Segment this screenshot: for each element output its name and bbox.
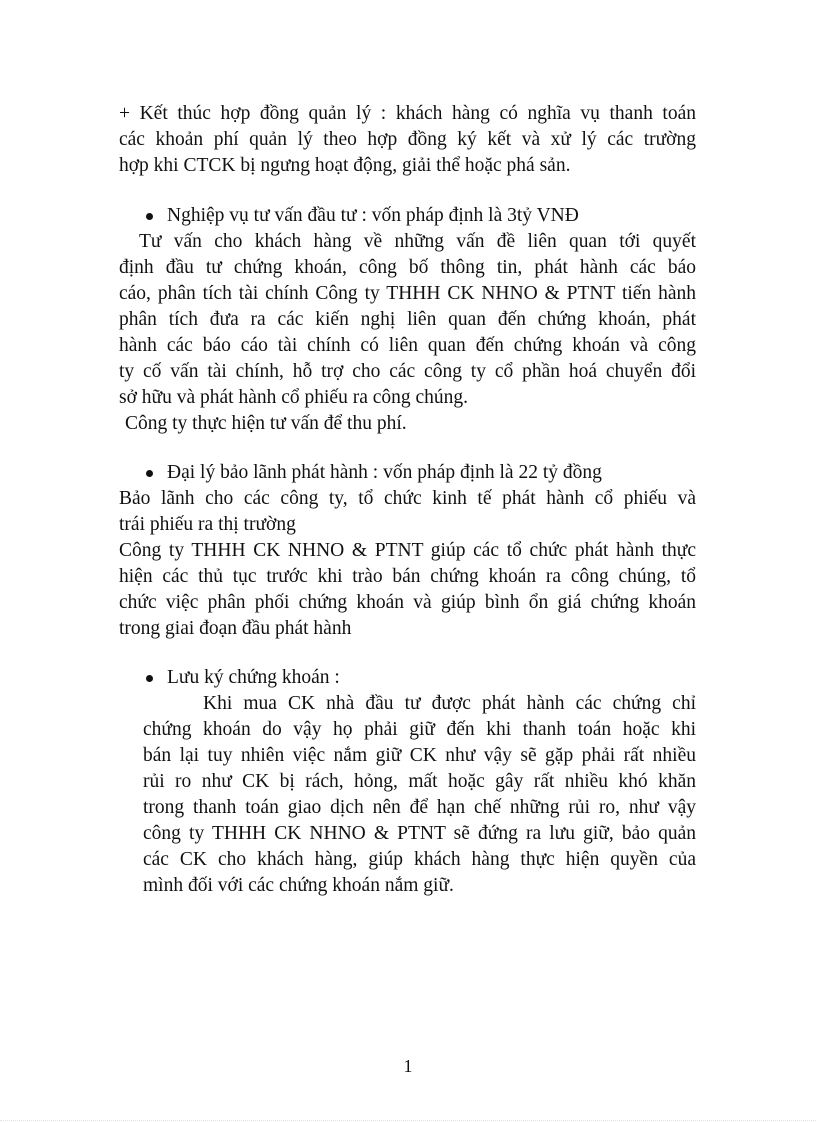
text-line: Công ty THHH CK NHNO & PTNT giúp các tổ chức phát hành thực <box>119 540 696 561</box>
page-number: 1 <box>403 1056 413 1076</box>
text-line: các CK cho khách hàng, giúp khách hàng thực hiện quyền của <box>143 849 696 870</box>
text-line: cáo, phân tích tài chính Công ty THHH CK NHNO & PTNT tiến hành <box>119 283 696 304</box>
text-line: Khi mua CK nhà đầu tư được phát hành các chứng chỉ <box>203 693 696 714</box>
text-line: trái phiếu ra thị trường <box>119 514 296 535</box>
text-line: hợp khi CTCK bị ngưng hoạt động, giải thể hoặc phá sản. <box>119 155 571 176</box>
text-line: trong giai đoạn đầu phát hành <box>119 618 352 639</box>
bullet-icon <box>146 470 153 477</box>
text-line: công ty THHH CK NHNO & PTNT sẽ đứng ra lưu giữ, bảo quản <box>143 823 696 844</box>
text-line: ty cố vấn tài chính, hỗ trợ cho các công ty cổ phần hoá chuyển đổi <box>119 361 696 382</box>
text-line: chức việc phân phối chứng khoán và giúp bình ổn giá chứng khoán <box>119 592 696 613</box>
page-bottom-rule <box>0 1120 816 1121</box>
advisory-heading: Nghiệp vụ tư vấn đầu tư : vốn pháp định là 3tỷ VNĐ <box>167 205 579 226</box>
text-line: rủi ro như CK bị rách, hỏng, mất hoặc gây rất nhiều khó khăn <box>143 771 696 792</box>
text-line: phân tích đưa ra các kiến nghị liên quan đến chứng khoán, phát <box>119 309 696 330</box>
text-line: chứng khoán do vậy họ phải giữ đến khi thanh toán hoặc khi <box>143 719 696 740</box>
text-line: Bảo lãnh cho các công ty, tổ chức kinh tế phát hành cổ phiếu và <box>119 488 696 509</box>
custody-paragraph <box>143 691 696 899</box>
text-line: Công ty thực hiện tư vấn để thu phí. <box>125 413 407 434</box>
text-line: định đầu tư chứng khoán, công bố thông tin, phát hành các báo <box>119 257 696 278</box>
text-line: + Kết thúc hợp đồng quản lý : khách hàng có nghĩa vụ thanh toán <box>119 103 696 124</box>
bullet-icon <box>146 675 153 682</box>
termination-paragraph <box>119 101 696 179</box>
bullet-icon <box>146 213 153 220</box>
underwriting-heading: Đại lý bảo lãnh phát hành : vốn pháp định là 22 tỷ đồng <box>167 462 602 483</box>
text-line: mình đối với các chứng khoán nắm giữ. <box>143 875 454 896</box>
text-line: bán lại tuy nhiên việc nắm giữ CK như vậy sẽ gặp phải rất nhiều <box>143 745 696 766</box>
text-line: Tư vấn cho khách hàng về những vấn đề liên quan tới quyết <box>139 231 696 252</box>
underwriting-paragraph <box>119 486 696 642</box>
text-line: hiện các thủ tục trước khi trào bán chứng khoán ra công chúng, tổ <box>119 566 696 587</box>
text-line: sở hữu và phát hành cổ phiếu ra công chúng. <box>119 387 469 408</box>
text-line: trong thanh toán giao dịch nên để hạn chế những rủi ro, như vậy <box>143 797 696 818</box>
text-line: hành các báo cáo tài chính có liên quan đến chứng khoán và công <box>119 335 696 356</box>
advisory-paragraph <box>119 229 696 437</box>
text-line: các khoản phí quản lý theo hợp đồng ký kết và xử lý các trường <box>119 129 696 150</box>
custody-heading: Lưu ký chứng khoán : <box>167 667 340 688</box>
